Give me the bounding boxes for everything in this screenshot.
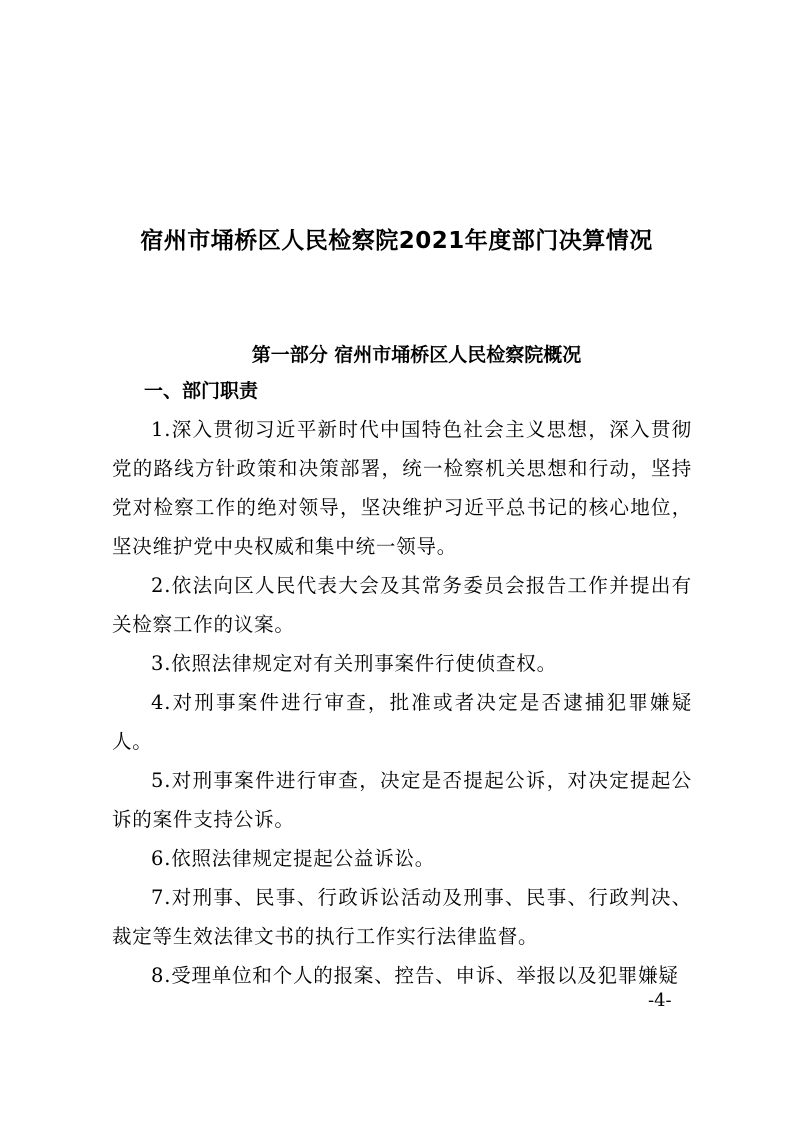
paragraph-duty-4: 4.对刑事案件进行审查，批准或者决定是否逮捕犯罪嫌疑人。 (112, 691, 692, 753)
paragraph-duty-2: 2.依法向区人民代表大会及其常务委员会报告工作并提出有关检察工作的议案。 (112, 574, 692, 636)
paragraph-duty-6: 6.依照法律规定提起公益诉讼。 (151, 847, 436, 870)
document-title: 宿州市埇桥区人民检察院2021年度部门决算情况 (140, 228, 653, 254)
part-heading: 第一部分 宿州市埇桥区人民检察院概况 (251, 344, 582, 366)
page-number: -4- (648, 990, 672, 1011)
paragraph-duty-1: 1.深入贯彻习近平新时代中国特色社会主义思想，深入贯彻党的路线方针政策和决策部署，统一检察机关思想和行动，坚持党对检察工作的绝对领导，坚决维护习近平总书记的核心地位，坚决维护党中央权威和集中统一领导。 (112, 418, 692, 558)
body-text (112, 410, 692, 995)
section-heading: 一、部门职责 (144, 380, 259, 402)
paragraph-duty-7: 7.对刑事、民事、行政诉讼活动及刑事、民事、行政判决、裁定等生效法律文书的执行工作实行法律监督。 (112, 886, 692, 948)
paragraph-duty-5: 5.对刑事案件进行审查，决定是否提起公诉，对决定提起公诉的案件支持公诉。 (112, 769, 692, 831)
paragraph-duty-8: 8.受理单位和个人的报案、控告、申诉、举报以及犯罪嫌疑 (151, 964, 679, 987)
paragraph-duty-3: 3.依照法律规定对有关刑事案件行使侦查权。 (151, 652, 557, 675)
